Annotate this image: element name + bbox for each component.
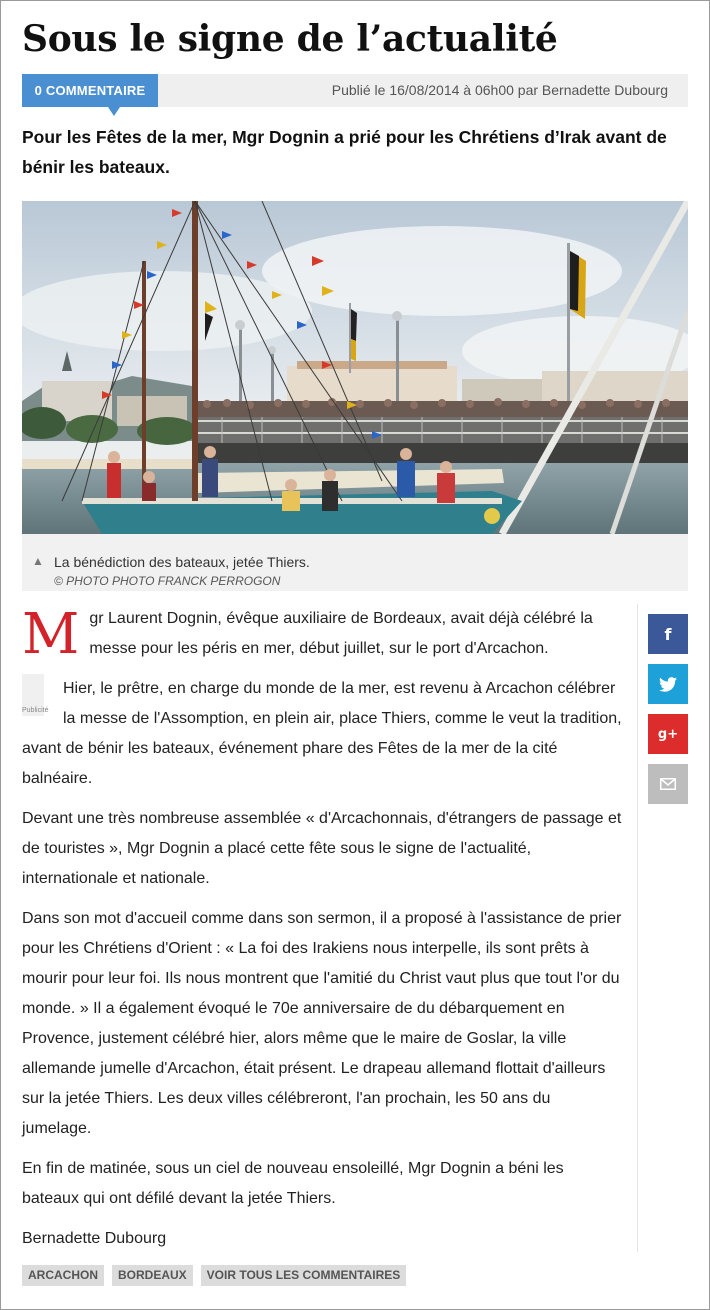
googleplus-icon: g+ bbox=[657, 726, 679, 742]
article-meta-bar bbox=[22, 74, 688, 107]
ad-label: Publicité bbox=[22, 707, 49, 714]
article-paragraph bbox=[22, 602, 622, 667]
photo-caption: La bénédiction des bateaux, jetée Thiers. bbox=[54, 554, 310, 570]
paragraph-text: Hier, le prêtre, en charge du monde de la mer, est revenu à Arcachon célébrer la messe de l'Assomption, en plein air, place Thiers, comme le veut la tradition, avant de bénir les bateaux, événement phare des Fêtes de la mer de la cité balnéaire. bbox=[22, 680, 622, 787]
twitter-share-button[interactable] bbox=[648, 664, 688, 704]
drop-cap: M bbox=[22, 602, 80, 667]
email-share-button[interactable] bbox=[648, 764, 688, 804]
article-paragraph: En fin de matinée, sous un ciel de nouveau ensoleillé, Mgr Dognin a béni les bateaux qui ont défilé devant la jetée Thiers. bbox=[22, 1160, 564, 1207]
article-lead: Pour les Fêtes de la mer, Mgr Dognin a prié pour les Chrétiens d’Irak avant de bénir les bateaux. bbox=[22, 127, 667, 177]
boat-blessing-photo bbox=[22, 201, 688, 534]
comment-tab-pointer bbox=[108, 107, 120, 116]
article-paragraph bbox=[22, 674, 622, 794]
paragraph-text: gr Laurent Dognin, évêque auxiliaire de Bordeaux, avait déjà célébré la messe pour les péris en mer, début juillet, sur le port d'Arcachon. bbox=[89, 610, 593, 657]
publication-info: Publié le 16/08/2014 à 06h00 par Bernadette Dubourg bbox=[331, 82, 668, 98]
all-comments-link[interactable]: VOIR TOUS LES COMMENTAIRES bbox=[201, 1265, 407, 1286]
tag-arcachon[interactable]: ARCACHON bbox=[22, 1265, 104, 1286]
tag-bordeaux[interactable]: BORDEAUX bbox=[112, 1265, 193, 1286]
article-paragraph: Devant une très nombreuse assemblée « d'Arcachonnais, d'étrangers de passage et de touristes », Mgr Dognin a placé cette fête sous le signe de l'actualité, internationale et nationale. bbox=[22, 810, 622, 887]
twitter-bird-icon bbox=[659, 677, 677, 692]
comment-count-button[interactable] bbox=[22, 74, 158, 107]
tag-list bbox=[22, 1265, 406, 1286]
article-body bbox=[22, 604, 622, 1254]
googleplus-share-button[interactable] bbox=[648, 714, 688, 754]
comment-count-label: 0 COMMENTAIRE bbox=[34, 83, 146, 98]
envelope-icon bbox=[660, 778, 676, 790]
article-author: Bernadette Dubourg bbox=[22, 1230, 167, 1247]
article-title: Sous le signe de l’actualité bbox=[22, 18, 558, 60]
article-photo bbox=[22, 201, 688, 534]
ad-placeholder bbox=[22, 674, 49, 716]
facebook-share-button[interactable] bbox=[648, 614, 688, 654]
photo-credit: © PHOTO PHOTO FRANCK PERROGON bbox=[54, 574, 281, 588]
article-paragraph: Dans son mot d'accueil comme dans son sermon, il a proposé à l'assistance de prier pour les Chrétiens d'Orient : « La foi des Irakiens nous interpelle, ils sont prêts à mourir pour leur foi. Ils nous montrent que l'amitié du Christ vaut plus que tout l'or du monde. » Il a également évoqué le 70e anniversaire de du débarquement en Provence, justement célébré hier, alors même que le maire de Goslar, la ville allemande jumelle d'Arcachon, était présent. Le drapeau allemand flottait d'ailleurs sur la jetée Thiers. Les deux villes célébreront, l'an prochain, les 50 ans du jumelage. bbox=[22, 910, 622, 1137]
caption-toggle-icon[interactable]: ▲ bbox=[32, 554, 44, 568]
share-divider bbox=[637, 604, 638, 1252]
facebook-icon: f bbox=[664, 624, 672, 644]
photo-caption-bar bbox=[22, 534, 688, 591]
